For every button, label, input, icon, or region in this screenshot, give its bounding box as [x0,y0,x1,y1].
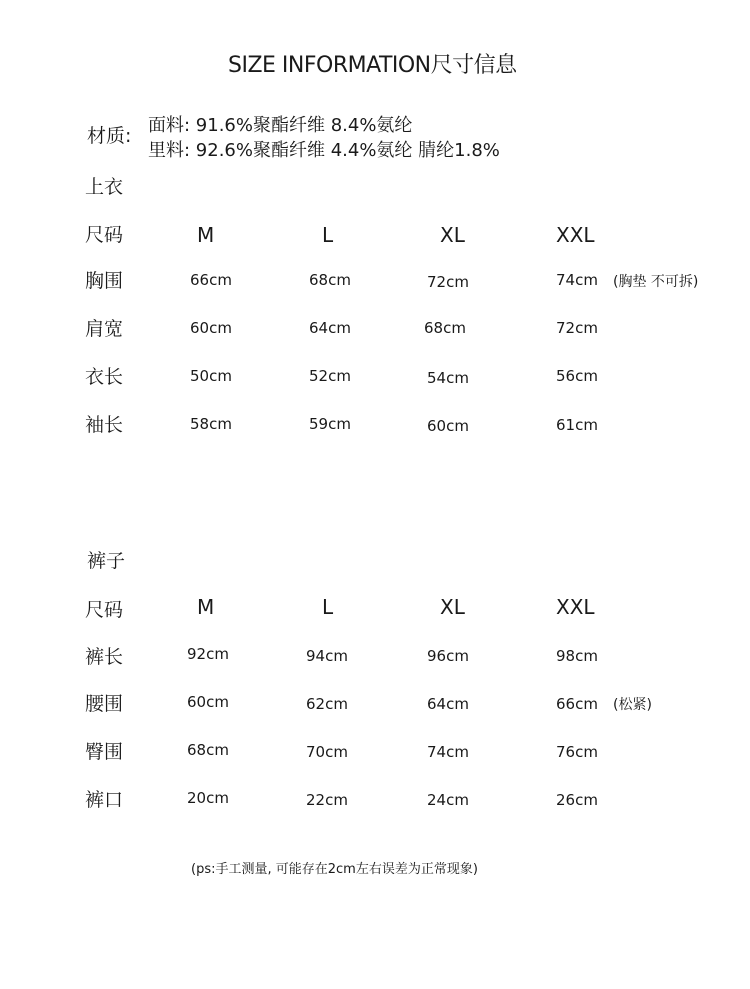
row-label: 肩宽 [85,318,124,340]
size-value: 98cm [556,647,598,665]
size-value: 60cm [187,693,229,711]
size-value: 61cm [556,416,598,434]
size-value: 56cm [556,367,598,385]
row-label: 胸围 [85,270,124,292]
size-value: 76cm [556,743,598,761]
size-value: 68cm [309,271,351,289]
row-label: 裤长 [85,646,124,668]
size-value: 22cm [306,791,348,809]
size-value: 70cm [306,743,348,761]
size-value: 72cm [427,273,469,291]
size-value: 20cm [187,789,229,807]
size-header: XXL [556,223,595,247]
size-value: 60cm [190,319,232,337]
size-header: M [197,595,215,619]
size-value: 60cm [427,417,469,435]
size-value: 66cm [190,271,232,289]
size-value: 54cm [427,369,469,387]
size-label-top: 尺码 [85,224,124,246]
size-value: 74cm [427,743,469,761]
size-header: XXL [556,595,595,619]
page-title: SIZE INFORMATION尺寸信息 [228,53,517,78]
size-value: 94cm [306,647,348,665]
size-value: 68cm [424,319,466,337]
row-label: 腰围 [85,693,124,715]
size-value: 92cm [187,645,229,663]
size-value: 59cm [309,415,351,433]
size-value: 74cm [556,271,598,289]
size-value: 26cm [556,791,598,809]
material-lining: 里料: 92.6%聚酯纤维 4.4%氨纶 腈纶1.8% [148,140,500,161]
size-label-pants: 尺码 [85,599,124,621]
size-value: 52cm [309,367,351,385]
row-label: 衣长 [85,366,124,388]
size-header: L [322,223,334,247]
section-label-top: 上衣 [85,176,124,198]
size-value: 24cm [427,791,469,809]
material-label: 材质: [87,125,132,147]
size-value: 66cm [556,695,598,713]
size-value: 72cm [556,319,598,337]
size-header: M [197,223,215,247]
row-note: (松紧) [613,697,652,713]
row-label: 裤口 [85,789,124,811]
row-label: 臀围 [85,741,124,763]
size-value: 58cm [190,415,232,433]
row-note: (胸垫 不可拆) [613,274,699,290]
material-outer: 面料: 91.6%聚酯纤维 8.4%氨纶 [148,115,413,136]
section-label-pants: 裤子 [87,550,126,572]
size-value: 68cm [187,741,229,759]
footnote: (ps:手工测量, 可能存在2cm左右误差为正常现象) [191,862,478,877]
size-value: 50cm [190,367,232,385]
size-value: 62cm [306,695,348,713]
size-header: XL [440,223,465,247]
size-header: L [322,595,334,619]
row-label: 袖长 [85,414,124,436]
size-value: 64cm [309,319,351,337]
size-header: XL [440,595,465,619]
size-value: 96cm [427,647,469,665]
size-value: 64cm [427,695,469,713]
